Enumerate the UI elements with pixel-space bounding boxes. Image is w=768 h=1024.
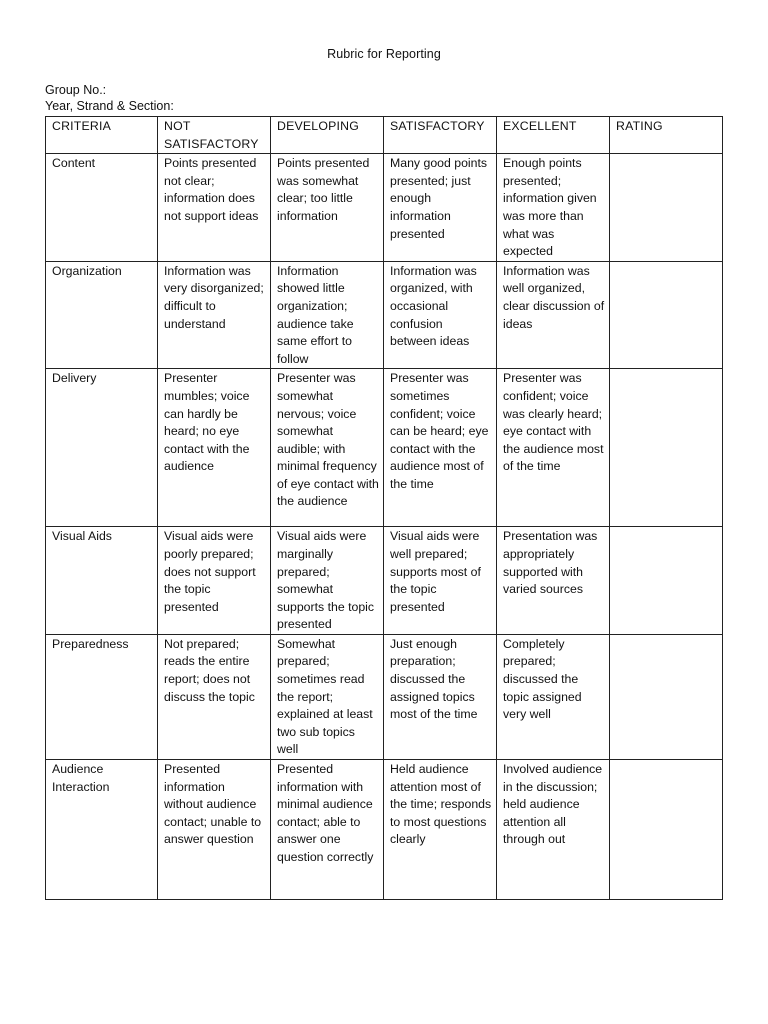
excellent-cell: Presenter was confident; voice was clearly heard; eye contact with the audience most of the time xyxy=(497,369,610,527)
criteria-cell: Content xyxy=(46,154,158,262)
satisfactory-cell: Presenter was sometimes confident; voice can be heard; eye contact with the audience most of the time xyxy=(384,369,497,527)
developing-cell: Points presented was somewhat clear; too little information xyxy=(271,154,384,262)
not-satisfactory-cell: Presenter mumbles; voice can hardly be heard; no eye contact with the audience xyxy=(158,369,271,527)
header-satisfactory: SATISFACTORY xyxy=(384,117,497,154)
rating-cell[interactable] xyxy=(610,760,723,900)
header-excellent: EXCELLENT xyxy=(497,117,610,154)
not-satisfactory-cell: Visual aids were poorly prepared; does not support the topic presented xyxy=(158,527,271,635)
not-satisfactory-cell: Points presented not clear; information does not support ideas xyxy=(158,154,271,262)
table-row-preparedness xyxy=(46,634,723,759)
criteria-cell: Delivery xyxy=(46,369,158,527)
criteria-cell: Visual Aids xyxy=(46,527,158,635)
table-row-visual-aids xyxy=(46,527,723,635)
satisfactory-cell: Information was organized, with occasional confusion between ideas xyxy=(384,261,497,369)
rating-cell[interactable] xyxy=(610,261,723,369)
not-satisfactory-cell: Information was very disorganized; difficult to understand xyxy=(158,261,271,369)
table-row-organization xyxy=(46,261,723,369)
developing-cell: Information showed little organization; audience take same effort to follow xyxy=(271,261,384,369)
developing-cell: Somewhat prepared; sometimes read the report; explained at least two sub topics well xyxy=(271,634,384,759)
header-criteria: CRITERIA xyxy=(46,117,158,154)
table-row-content xyxy=(46,154,723,262)
rating-cell[interactable] xyxy=(610,369,723,527)
excellent-cell: Information was well organized, clear discussion of ideas xyxy=(497,261,610,369)
rating-cell[interactable] xyxy=(610,527,723,635)
rating-cell[interactable] xyxy=(610,154,723,262)
table-row-delivery xyxy=(46,369,723,527)
header-rating: RATING xyxy=(610,117,723,154)
criteria-cell: Organization xyxy=(46,261,158,369)
criteria-cell: Preparedness xyxy=(46,634,158,759)
excellent-cell: Presentation was appropriately supported with varied sources xyxy=(497,527,610,635)
developing-cell: Visual aids were marginally prepared; somewhat supports the topic presented xyxy=(271,527,384,635)
developing-cell: Presenter was somewhat nervous; voice somewhat audible; with minimal frequency of eye contact with the audience xyxy=(271,369,384,527)
rubric-table xyxy=(45,116,723,900)
header-not-satisfactory: NOT SATISFACTORY xyxy=(158,117,271,154)
table-row-audience-interaction xyxy=(46,760,723,900)
developing-cell: Presented information with minimal audience contact; able to answer one question correctly xyxy=(271,760,384,900)
excellent-cell: Involved audience in the discussion; held audience attention all through out xyxy=(497,760,610,900)
satisfactory-cell: Just enough preparation; discussed the assigned topics most of the time xyxy=(384,634,497,759)
year-strand-section-label: Year, Strand & Section: xyxy=(45,99,174,113)
rating-cell[interactable] xyxy=(610,634,723,759)
rubric-header-row xyxy=(46,117,723,154)
satisfactory-cell: Held audience attention most of the time; responds to most questions clearly xyxy=(384,760,497,900)
not-satisfactory-cell: Presented information without audience contact; unable to answer question xyxy=(158,760,271,900)
excellent-cell: Enough points presented; information given was more than what was expected xyxy=(497,154,610,262)
document-title: Rubric for Reporting xyxy=(327,47,441,61)
satisfactory-cell: Visual aids were well prepared; supports most of the topic presented xyxy=(384,527,497,635)
not-satisfactory-cell: Not prepared; reads the entire report; does not discuss the topic xyxy=(158,634,271,759)
satisfactory-cell: Many good points presented; just enough information presented xyxy=(384,154,497,262)
criteria-cell: Audience Interaction xyxy=(46,760,158,900)
excellent-cell: Completely prepared; discussed the topic assigned very well xyxy=(497,634,610,759)
header-developing: DEVELOPING xyxy=(271,117,384,154)
group-number-label: Group No.: xyxy=(45,83,107,97)
